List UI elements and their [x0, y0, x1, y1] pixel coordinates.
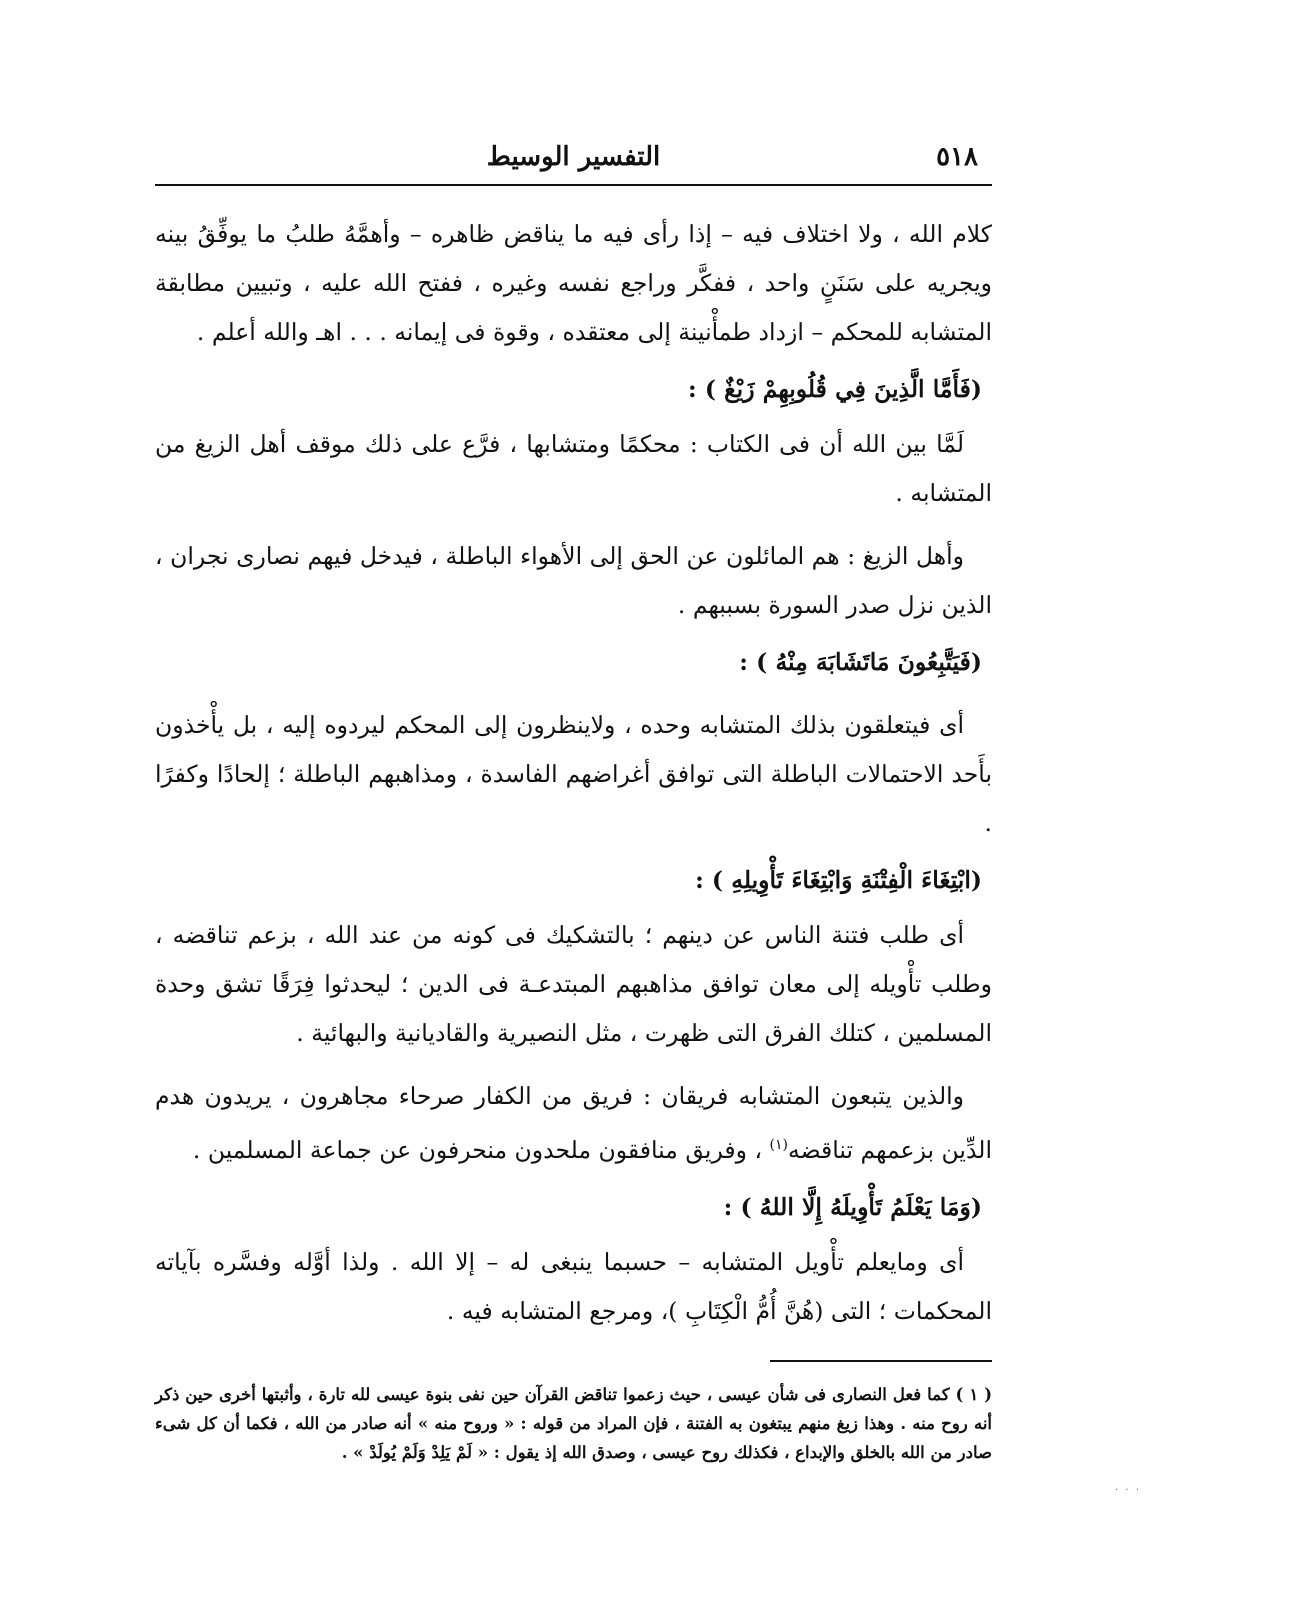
footnote-separator: [770, 1360, 992, 1362]
paragraph: أى ومايعلم تأْويل المتشابه – حسبما ينبغى له – إلا الله . ولذا أوَّله وفسَّره بآياته المحكمات ؛ التى (هُنَّ أُمُّ الْكِتَابِ )، ومرجع المتشابه فيه .: [155, 1247, 992, 1325]
footnote-ref: (١): [769, 1137, 789, 1153]
paragraph: لَمَّا بين الله أن فى الكتاب : محكمًا ومتشابها ، فرَّع على ذلك موقف أهل الزيغ من المتشابه .: [155, 430, 992, 507]
page-header: [155, 140, 992, 186]
scan-artifact: . . .: [1115, 1482, 1141, 1493]
main-text: [155, 210, 992, 1336]
running-title: التفسير الوسيط: [486, 142, 661, 172]
paragraph: [155, 1072, 992, 1175]
paragraph-text: ، وفريق منافقون ملحدون منحرفون عن جماعة المسلمين .: [192, 1135, 770, 1164]
footnote-text: ( ١ ) كما فعل النصارى فى شأن عيسى ، حيث زعموا تناقض القرآن حين نفى بنوة عيسى لله تارة ، وأثبتها أخرى حين ذكر أنه روح منه . وهذا زيغ منهم يبتغون به الفتنة ، فإن المراد من قوله : « وروح منه » أنه صادر من الله ، فكما أن كل شىء صادر من الله بالخلق والإبداع ، فكذلك روح عيسى ، وصدق الله إذ يقول : « لَمْ يَلِدْ وَلَمْ يُولَدْ » .: [155, 1385, 993, 1462]
paragraph: أى فيتعلقون بذلك المتشابه وحده ، ولاينظرون إلى المحكم ليردوه إليه ، بل يأْخذون بأَحد الاحتمالات الباطلة التى توافق أغراضهم الفاسدة ، ومذاهبهم الباطلة ؛ إلحادًا وكفرًا .: [155, 711, 992, 837]
paragraph-text: والذين يتبعون المتشابه فريقان : فريق من الكفار صرحاء مجاهرون ، يريدون هدم الدِّين بزعمهم تناقضه: [155, 1082, 992, 1164]
paragraph: كلام الله ، ولا اختلاف فيه – إذا رأى فيه ما يناقض ظاهره – وأهمَّهُ طلبُ ما يوفِّقُ بينه ويجريه على سَنَنٍ واحد ، ففكَّر وراجع نفسه وغيره ، ففتح الله عليه ، وتبيين مطابقة المتشابه للمحكم – ازداد طمأْنينة إلى معتقده ، وقوة فى إيمانه . . . اهـ والله أعلم .: [155, 220, 992, 346]
quran-verse-heading: (ابْتِغَاءَ الْفِتْنَةِ وَابْتِغَاءَ تَأْوِيلِهِ ) :: [695, 866, 982, 894]
paragraph: أى طلب فتنة الناس عن دينهم ؛ بالتشكيك فى كونه من عند الله ، بزعم تناقضه ، وطلب تأْويله إلى معان توافق مذاهبهم المبتدعـة فى الدين ؛ ليحدثوا فِرَقًا تشق وحدة المسلمين ، كتلك الفرق التى ظهرت ، مثل النصيرية والقاديانية والبهائية .: [155, 921, 992, 1047]
quran-verse-heading: (فَيَتَّبِعُونَ مَاتَشَابَهَ مِنْهُ ) :: [739, 648, 982, 676]
page-number: ٥١٨: [936, 142, 978, 172]
paragraph: وأهل الزيغ : هم المائلون عن الحق إلى الأهواء الباطلة ، فيدخل فيهم نصارى نجران ، الذين نزل صدر السورة بسببهم .: [155, 542, 992, 619]
footnote: [155, 1380, 992, 1467]
quran-verse-heading: (فَأَمَّا الَّذِينَ فِي قُلُوبِهِمْ زَيْغٌ ) :: [688, 375, 982, 403]
quran-verse-heading: (وَمَا يَعْلَمُ تَأْوِيلَهُ إِلَّا اللهُ ) :: [723, 1192, 982, 1221]
